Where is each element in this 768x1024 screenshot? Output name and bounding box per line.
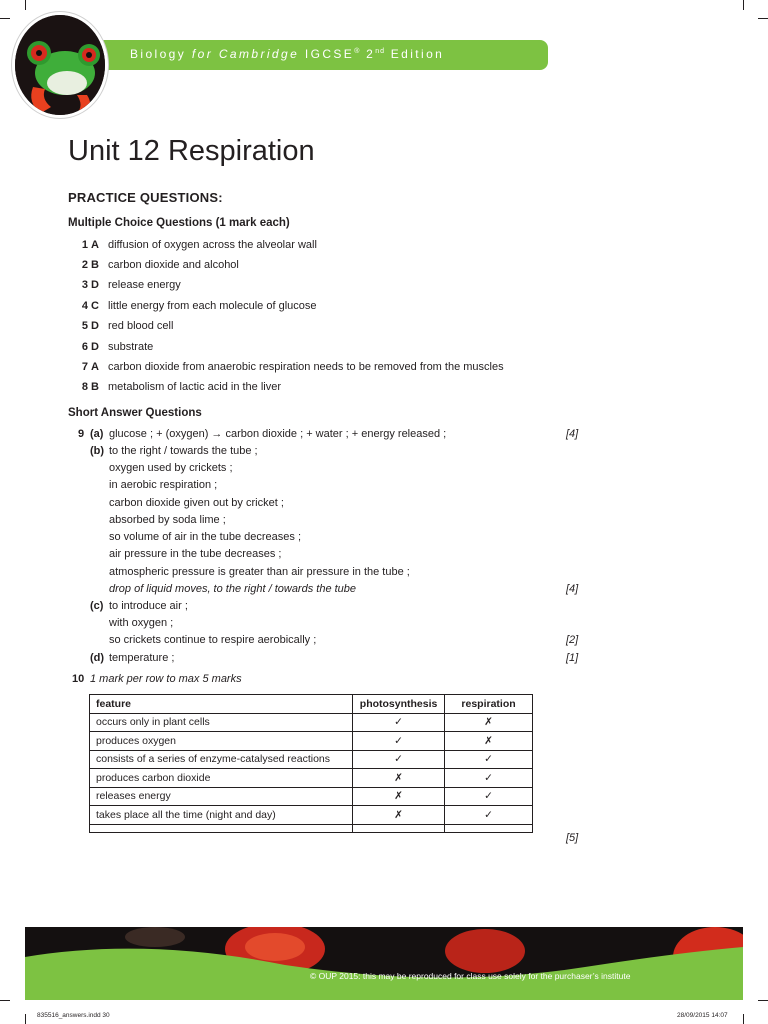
edition-number: 2 (360, 47, 376, 61)
answer-line: so volume of air in the tube decreases ; (109, 531, 301, 543)
table-spacer-row (90, 824, 533, 832)
footer-banner (25, 927, 743, 1000)
table-row (90, 713, 533, 732)
column-header: feature (90, 695, 353, 714)
answer-line: glucose ; + (oxygen) → carbon dioxide ; + water ; + energy released ; (109, 428, 447, 440)
table-cell: ✗ (353, 787, 445, 806)
mcq-letter: D (91, 341, 99, 353)
comparison-table (89, 694, 533, 833)
part-label: (b) (90, 445, 105, 457)
mcq-number: 7 (81, 361, 88, 373)
book-title-part: Biology (130, 47, 192, 61)
mcq-number: 1 (81, 239, 88, 251)
mcq-text: release energy (108, 279, 181, 291)
mcq-text: diffusion of oxygen across the alveolar wall (108, 239, 317, 251)
table-cell: ✓ (353, 750, 445, 769)
mcq-letter: B (91, 381, 99, 393)
answer-line: to the right / towards the tube ; (109, 445, 258, 457)
mcq-item (68, 300, 317, 312)
table-row (90, 787, 533, 806)
answer-line: so crickets continue to respire aerobically ; (109, 634, 317, 646)
part-label: (d) (90, 652, 105, 664)
table-cell: consists of a series of enzyme-catalysed reactions (90, 750, 353, 769)
crop-mark (0, 1000, 10, 1001)
frog-photo (12, 12, 108, 118)
mcq-number: 2 (81, 259, 88, 271)
table-cell (90, 824, 353, 832)
mcq-item (68, 239, 317, 251)
table-row (90, 806, 533, 825)
crop-mark (0, 18, 10, 19)
answer-line: carbon dioxide given out by cricket ; (109, 497, 284, 509)
book-title-italic: for Cambridge (191, 47, 300, 61)
mcq-heading: Multiple Choice Questions (1 mark each) (68, 217, 290, 229)
question-number: 10 (72, 673, 85, 685)
mcq-item (68, 259, 239, 271)
table-cell: ✓ (445, 806, 533, 825)
table-cell: produces carbon dioxide (90, 769, 353, 788)
answer-line: to introduce air ; (109, 600, 188, 612)
mcq-number: 8 (81, 381, 88, 393)
column-header: photosynthesis (353, 695, 445, 714)
mark-allocation: [4] (566, 583, 579, 595)
mcq-text: substrate (108, 341, 154, 353)
table-cell: ✗ (445, 713, 533, 732)
mcq-item (68, 341, 153, 353)
table-cell: ✓ (353, 713, 445, 732)
crop-mark (25, 1014, 26, 1024)
table-cell: ✓ (445, 787, 533, 806)
file-slug: 835516_answers.indd 30 (37, 1012, 110, 1019)
answer-line: absorbed by soda lime ; (109, 514, 226, 526)
table-cell: ✗ (353, 806, 445, 825)
mark-allocation: [5] (566, 832, 579, 844)
crop-mark (743, 0, 744, 10)
table-row (90, 750, 533, 769)
table-row (90, 732, 533, 751)
answer-line: with oxygen ; (109, 617, 174, 629)
mcq-letter: D (91, 320, 99, 332)
short-answer-heading: Short Answer Questions (68, 407, 202, 419)
mcq-number: 6 (81, 341, 88, 353)
table-cell: takes place all the time (night and day) (90, 806, 353, 825)
mcq-letter: A (91, 239, 99, 251)
mark-allocation: [1] (566, 652, 579, 664)
mcq-letter: C (91, 300, 99, 312)
table-header-row (90, 695, 533, 714)
answer-line: atmospheric pressure is greater than air pressure in the tube ; (109, 566, 410, 578)
question-number: 9 (78, 428, 85, 440)
mcq-text: little energy from each molecule of glucose (108, 300, 317, 312)
registered-mark: ® (354, 48, 361, 55)
answer-line: in aerobic respiration ; (109, 479, 218, 491)
mcq-number: 5 (81, 320, 88, 332)
crop-mark (758, 18, 768, 19)
table-cell: ✗ (353, 769, 445, 788)
mcq-number: 3 (81, 279, 88, 291)
edition-suffix: nd (375, 48, 385, 55)
mcq-letter: D (91, 279, 99, 291)
table-cell: ✓ (445, 769, 533, 788)
practice-heading: PRACTICE QUESTIONS: (68, 190, 223, 205)
mcq-item (68, 320, 173, 332)
mcq-text: carbon dioxide and alcohol (108, 259, 239, 271)
mcq-text: carbon dioxide from anaerobic respiration needs to be removed from the muscles (108, 361, 504, 373)
edition-word: Edition (385, 47, 445, 61)
table-cell (353, 824, 445, 832)
table-cell: releases energy (90, 787, 353, 806)
book-title (130, 47, 444, 61)
answer-line: drop of liquid moves, to the right / towards the tube (109, 583, 357, 595)
crop-mark (758, 1000, 768, 1001)
mark-allocation: [2] (566, 634, 579, 646)
table-row (90, 769, 533, 788)
mcq-text: metabolism of lactic acid in the liver (108, 381, 282, 393)
table-cell: occurs only in plant cells (90, 713, 353, 732)
mark-allocation: [4] (566, 428, 579, 440)
mcq-letter: A (91, 361, 99, 373)
page-title: Unit 12 Respiration (68, 135, 315, 167)
marking-note: 1 mark per row to max 5 marks (90, 673, 242, 685)
mcq-number: 4 (81, 300, 88, 312)
answer-line: temperature ; (109, 652, 175, 664)
crop-mark (743, 1014, 744, 1024)
mcq-item (68, 361, 504, 373)
table-cell: produces oxygen (90, 732, 353, 751)
table-cell (445, 824, 533, 832)
mcq-item (68, 381, 281, 393)
date-slug: 28/09/2015 14:07 (677, 1012, 728, 1019)
answer-line: oxygen used by crickets ; (109, 462, 233, 474)
mcq-text: red blood cell (108, 320, 174, 332)
copyright-notice: © OUP 2015: this may be reproduced for class use solely for the purchaser’s institute (310, 971, 631, 981)
part-label: (c) (90, 600, 104, 612)
crop-mark (25, 0, 26, 10)
book-title-part: IGCSE (299, 47, 355, 61)
column-header: respiration (445, 695, 533, 714)
answer-line: air pressure in the tube decreases ; (109, 548, 282, 560)
part-label: (a) (90, 428, 104, 440)
table-cell: ✗ (445, 732, 533, 751)
frog-icon (15, 15, 108, 118)
mcq-letter: B (91, 259, 99, 271)
footer-photo-icon (25, 927, 743, 1000)
table-cell: ✓ (445, 750, 533, 769)
mcq-item (68, 279, 181, 291)
table-cell: ✓ (353, 732, 445, 751)
